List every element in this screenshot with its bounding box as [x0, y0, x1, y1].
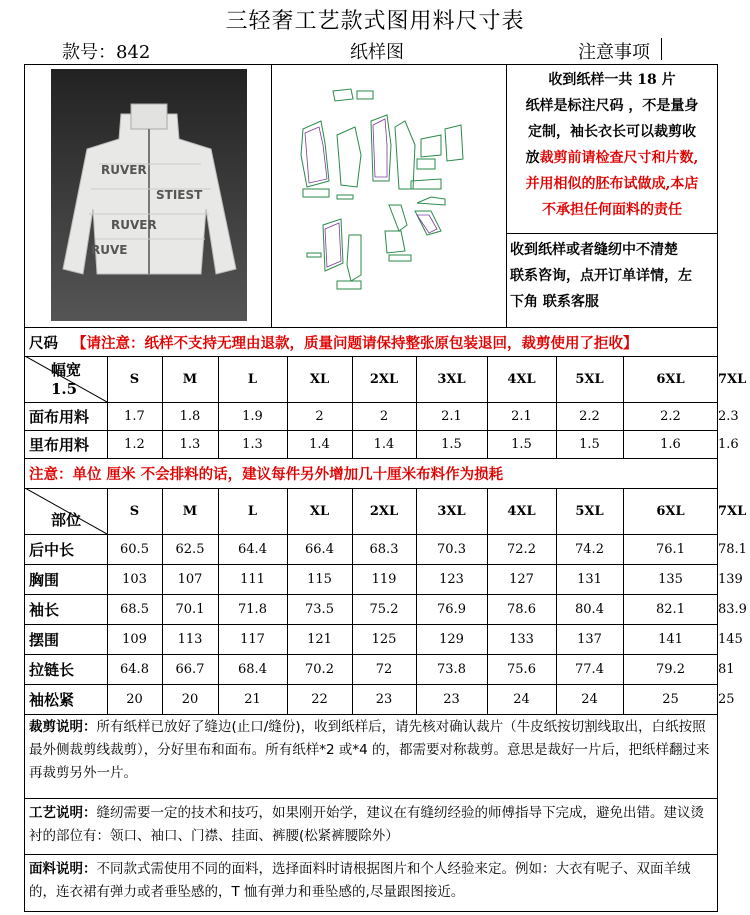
notice-line: 纸样是标注尺码 ，不是量身: [525, 98, 699, 114]
diagonal-divider: [25, 356, 107, 402]
table-cell: 141: [658, 631, 683, 647]
table-cell: 1.6: [660, 436, 681, 452]
size-header: 4XL: [507, 503, 536, 519]
size-header: XL: [309, 371, 330, 387]
table-cell: 135: [658, 571, 683, 587]
table-cell: 117: [240, 631, 265, 647]
table-cell: 2.3: [718, 408, 739, 424]
notice-line: 收到纸样一共 18 片: [548, 72, 676, 88]
table-cell: 1.3: [179, 436, 201, 452]
table-cell: 70.3: [437, 541, 466, 557]
craft-instructions: [29, 802, 717, 848]
contact-line: 下角 联系客服: [510, 294, 599, 310]
table-cell: 123: [439, 571, 464, 587]
table-cell: 70.2: [305, 661, 334, 677]
table-cell: 2: [315, 408, 324, 424]
table-cell: 2.2: [660, 408, 681, 424]
text-cursor: [661, 38, 662, 60]
size-header: 7XL: [718, 503, 747, 519]
row-label: 袖长: [29, 600, 60, 619]
cutting-instructions: [29, 716, 717, 785]
table-cell: 1.8: [179, 408, 201, 424]
table-cell: 22: [311, 691, 328, 707]
size-header: L: [247, 503, 258, 519]
svg-text:STIEST: STIEST: [156, 188, 203, 202]
table-cell: 70.1: [175, 601, 205, 617]
table-cell: 72.2: [507, 541, 536, 557]
contact-line: 收到纸样或者缝纫中不清楚: [510, 242, 678, 258]
craft-text: 缝纫需要一定的技术和技巧，如果刚开始学，建议在有缝纫经验的师傅指导下完成，避免出错。建议烫衬的部位有：领口、袖口、门襟、挂面、裤腰(松紧裤腰除外）: [29, 805, 704, 844]
notes-header: 注意事项: [578, 42, 650, 63]
size-header: 2XL: [369, 503, 399, 519]
table-cell: 2.2: [579, 408, 600, 424]
table-cell: 119: [371, 571, 397, 587]
measurement-table: [25, 488, 747, 714]
table-cell: 1.6: [718, 436, 739, 452]
table-cell: 66.7: [175, 661, 205, 677]
table-cell: 139: [718, 571, 743, 587]
table-cell: 103: [122, 571, 147, 587]
table-cell: 82.1: [656, 601, 685, 617]
table-cell: 1.5: [441, 436, 462, 452]
table-cell: 77.4: [575, 661, 604, 677]
table-cell: 73.8: [437, 661, 466, 677]
table-cell: 1.4: [309, 436, 330, 452]
table-cell: 115: [307, 571, 332, 587]
table-cell: 2.1: [441, 408, 462, 424]
table-cell: 129: [439, 631, 464, 647]
table-cell: 145: [718, 631, 743, 647]
size-header: S: [129, 503, 140, 519]
size-header: M: [182, 371, 198, 387]
table-cell: 78.1: [718, 541, 747, 557]
row-label: 里布用料: [29, 435, 90, 454]
table-cell: 113: [177, 631, 203, 647]
table-cell: 1.3: [242, 436, 263, 452]
row-label: 胸围: [29, 570, 60, 589]
table-cell: 80.4: [575, 601, 604, 617]
table-cell: 60.5: [120, 541, 149, 557]
contact-line: 联系咨询，点开订单详情，左: [510, 268, 692, 284]
notice-warning: 不承担任何面料的责任: [542, 202, 682, 218]
table-cell: 75.6: [507, 661, 536, 677]
table-cell: 1.7: [124, 408, 145, 424]
table-cell: 78.6: [507, 601, 536, 617]
table-cell: 24: [513, 691, 530, 707]
table-cell: 76.1: [656, 541, 685, 557]
table-cell: 25: [662, 691, 679, 707]
svg-text:RUVER: RUVER: [101, 163, 147, 177]
size-header: 7XL: [718, 371, 747, 387]
table-cell: 23: [443, 691, 460, 707]
table-cell: 137: [577, 631, 602, 647]
table-cell: 76.9: [437, 601, 466, 617]
size-label: 尺码: [29, 334, 58, 352]
contact-block: [510, 237, 716, 315]
row-label: 面布用料: [29, 407, 90, 426]
table-cell: 68.3: [369, 541, 399, 557]
refund-warning: 【请注意：纸样不支持无理由退款，质量问题请保持整张原包装退回，裁剪使用了拒收】: [72, 334, 638, 352]
table-cell: 83.9: [718, 601, 747, 617]
notice-block: [506, 67, 718, 223]
svg-text:RUVE: RUVE: [91, 243, 128, 257]
table-cell: 81: [718, 661, 735, 677]
position-corner: 部位: [51, 511, 82, 529]
size-header: L: [247, 371, 258, 387]
pattern-header: 纸样图: [350, 42, 404, 63]
size-header: 4XL: [507, 371, 536, 387]
fabric-instructions: [29, 858, 717, 904]
size-header: 5XL: [575, 371, 604, 387]
table-cell: 75.2: [369, 601, 399, 617]
table-cell: 20: [181, 691, 199, 707]
table-cell: 79.2: [656, 661, 685, 677]
table-cell: 127: [509, 571, 534, 587]
size-header: 3XL: [437, 371, 466, 387]
table-cell: 73.5: [305, 601, 334, 617]
table-cell: 1.5: [579, 436, 600, 452]
table-cell: 2.1: [511, 408, 532, 424]
table-cell: 125: [371, 631, 397, 647]
row-label: 袖松紧: [29, 690, 75, 709]
page-title: 三轻奢工艺款式图用料尺寸表: [225, 9, 525, 34]
size-warning-bar: [29, 328, 719, 356]
table-cell: 20: [126, 691, 143, 707]
table-cell: 131: [577, 571, 602, 587]
craft-label: 工艺说明：: [29, 805, 97, 821]
table-cell: 66.4: [305, 541, 334, 557]
fabric-usage-table: [25, 356, 747, 458]
table-cell: 2: [379, 408, 389, 424]
unit-note: 注意：单位 厘米 不会排料的话，建议每件另外增加几十厘米布料作为损耗: [29, 466, 504, 483]
notice-line: 放裁剪前请检查尺寸和片数,: [525, 150, 699, 166]
row-label: 拉链长: [29, 660, 75, 679]
table-cell: 1.4: [373, 436, 395, 452]
table-cell: 24: [581, 691, 598, 707]
table-cell: 64.4: [238, 541, 267, 557]
table-cell: 74.2: [575, 541, 604, 557]
notice-line: 定制，袖长衣长可以裁剪收: [528, 124, 696, 140]
size-header: M: [182, 503, 198, 519]
fabric-width-corner: 幅宽 1.5: [51, 361, 82, 398]
notice-warning: 并用相似的胚布试做成,本店: [525, 176, 699, 192]
fabric-text: 不同款式需使用不同的面料，选择面料时请根据图片和个人经验来定。例如：大衣有呢子、双面羊绒的，连衣裙有弹力或者垂坠感的，T 恤有弹力和垂坠感的,尽量跟图接近。: [29, 861, 691, 900]
table-cell: 72: [375, 661, 393, 677]
table-cell: 23: [375, 691, 393, 707]
table-cell: 64.8: [120, 661, 149, 677]
diagonal-divider: [25, 488, 107, 534]
table-cell: 1.9: [242, 408, 263, 424]
table-cell: 68.5: [120, 601, 149, 617]
pattern-diagram: [281, 85, 499, 305]
cutting-text: 所有纸样已放好了缝边(止口/缝份)，收到纸样后，请先核对确认裁片（牛皮纸按切割线取出，白纸按照最外侧裁剪线裁剪），分好里布和面布。所有纸样*2 或*4 的，都需要对称裁剪。意思是裁好一片后，把纸样翻过来再裁剪另外一片。: [29, 719, 710, 781]
size-header: 6XL: [656, 371, 685, 387]
table-cell: 111: [240, 571, 265, 587]
size-header: 3XL: [437, 503, 466, 519]
size-header: S: [129, 371, 140, 387]
fabric-label: 面料说明：: [29, 861, 97, 877]
table-cell: 71.8: [238, 601, 267, 617]
jacket-photo: [51, 69, 247, 321]
table-cell: 107: [177, 571, 203, 587]
table-cell: 25: [718, 691, 735, 707]
spec-sheet: [24, 64, 747, 912]
row-label: 后中长: [29, 540, 75, 559]
size-header: 6XL: [656, 503, 685, 519]
table-cell: 1.2: [124, 436, 145, 452]
table-cell: 109: [122, 631, 147, 647]
table-cell: 21: [244, 691, 261, 707]
size-header: 2XL: [369, 371, 399, 387]
row-label: 摆围: [29, 630, 60, 649]
svg-text:RUVER: RUVER: [111, 218, 157, 232]
cutting-label: 裁剪说明：: [29, 719, 97, 735]
table-cell: 68.4: [238, 661, 267, 677]
table-cell: 133: [509, 631, 534, 647]
table-cell: 121: [307, 631, 332, 647]
table-cell: 1.5: [511, 436, 532, 452]
style-number: 款号：842: [62, 42, 151, 63]
size-header: 5XL: [575, 503, 604, 519]
size-header: XL: [309, 503, 330, 519]
table-cell: 62.5: [175, 541, 205, 557]
